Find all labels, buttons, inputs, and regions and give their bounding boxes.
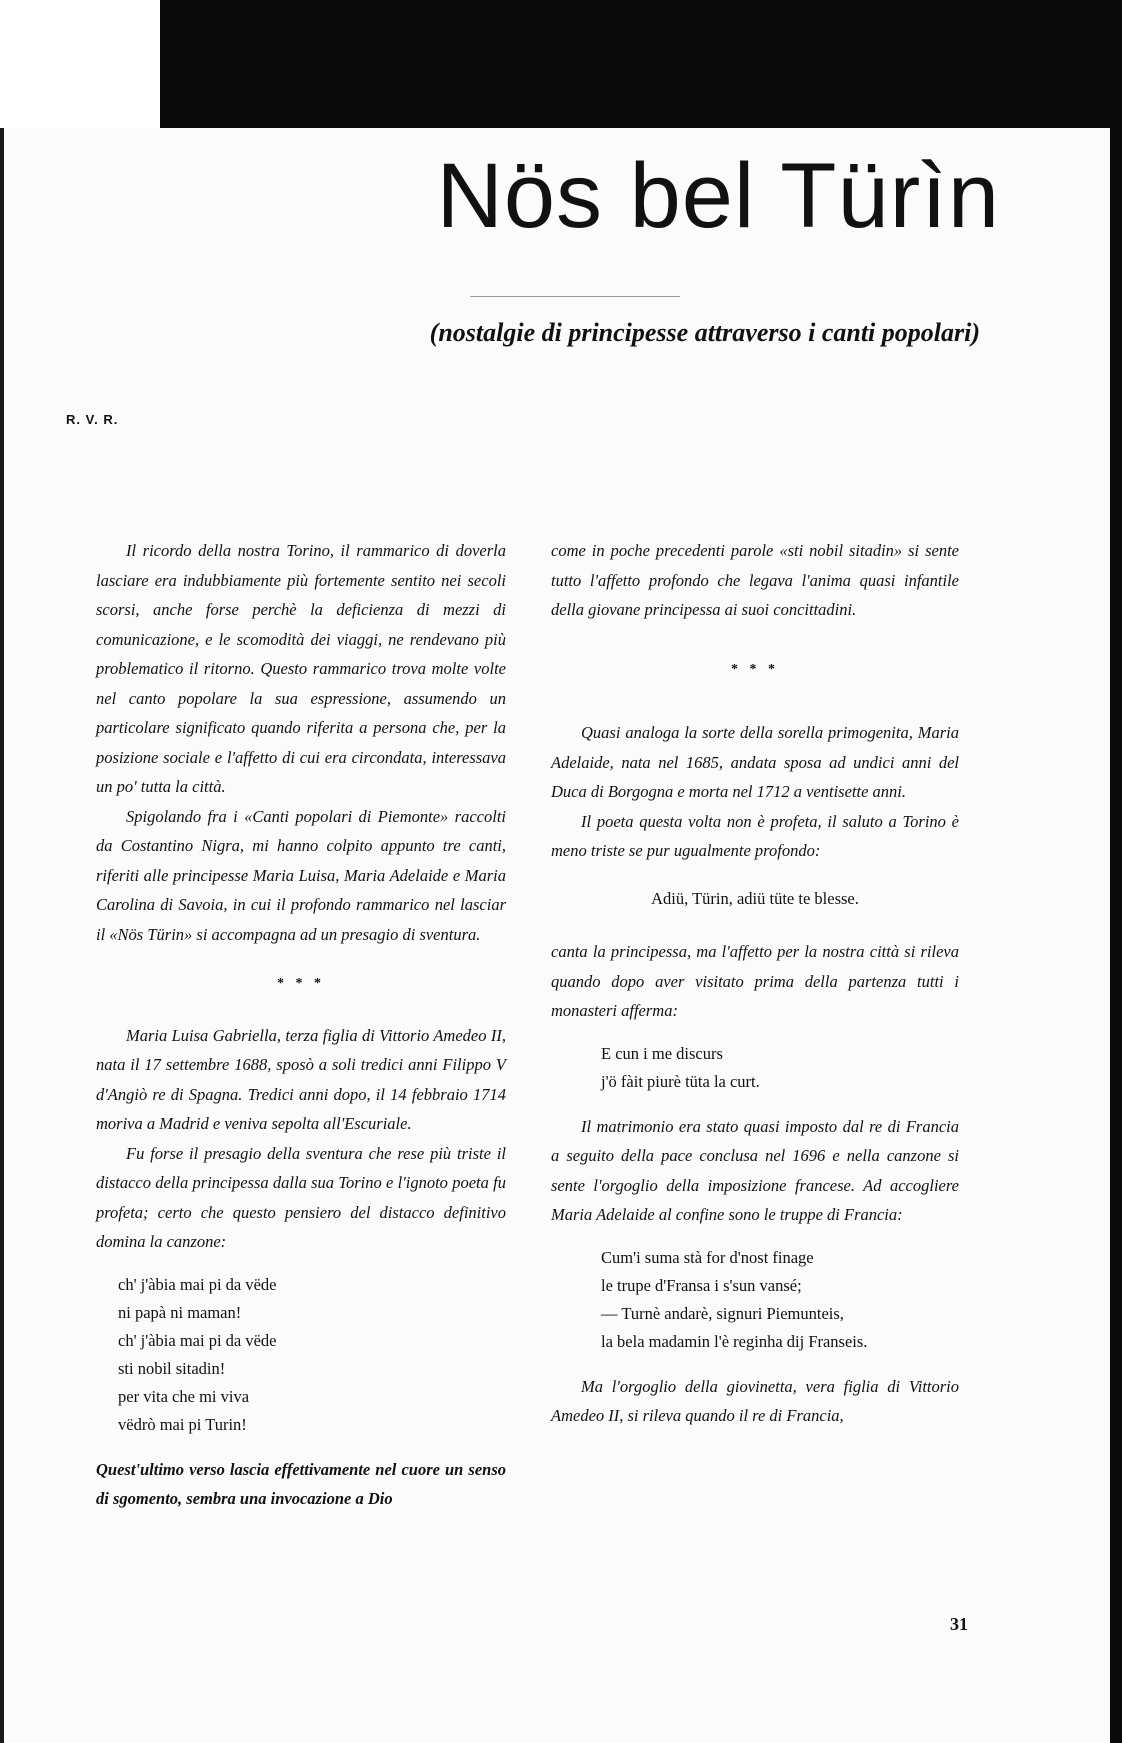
paragraph: Il matrimonio era stato quasi imposto dal re di Francia a seguito della pace conclusa nel 1696 e nella canzone si sente l'orgoglio della imposizione francese. Ad accogliere Maria Adelaide al confine sono le truppe di Francia: xyxy=(551,1116,959,1224)
paragraph: Maria Luisa Gabriella, terza figlia di Vittorio Amedeo II, nata il 17 settembre 1688, sposò a soli tredici anni Filippo V d'Angiò re di Spagna. Tredici anni dopo, il 14 febbraio 1714 moriva a Madrid e veniva sepolta all'Escuriale. xyxy=(96,1025,506,1133)
verse-line: Cum'i suma stà for d'nost finage xyxy=(601,1247,814,1267)
song-verse xyxy=(96,1271,506,1439)
verse-line: vëdrò mai pi Turin! xyxy=(118,1414,247,1434)
song-verse xyxy=(551,1040,959,1096)
section-separator: * * * xyxy=(731,661,779,677)
page-number: 31 xyxy=(950,1614,968,1634)
paragraph: Quasi analoga la sorte della sorella primogenita, Maria Adelaide, nata nel 1685, andata sposa ad undici anni del Duca di Borgogna e morta nel 1712 a ventisette anni. xyxy=(551,723,959,801)
song-verse-single: Adiü, Türin, adiü tüte te blesse. xyxy=(651,888,859,908)
verse-line: ni papà ni maman! xyxy=(118,1302,242,1322)
verse-line: le trupe d'Fransa i s'sun vansé; xyxy=(601,1275,802,1295)
verse-line: — Turnè andarè, signuri Piemunteis, xyxy=(601,1303,844,1323)
paragraph: Ma l'orgoglio della giovinetta, vera figlia di Vittorio Amedeo II, si rileva quando il re di Francia, xyxy=(551,1376,959,1425)
paragraph: Quest'ultimo verso lascia effettivamente nel cuore un senso di sgomento, sembra una invocazione a Dio xyxy=(96,1459,506,1508)
article-subtitle: (nostalgie di principesse attraverso i canti popolari) xyxy=(429,318,980,347)
paragraph: Spigolando fra i «Canti popolari di Piemonte» raccolti da Costantino Nigra, mi hanno colpito appunto tre canti, riferiti alle principesse Maria Luisa, Maria Adelaide e Maria Carolina di Savoia, in cui il profondo rammarico nel lasciar il «Nös Türin» si accompagna ad un presagio di sventura. xyxy=(96,806,506,944)
article-title: Nös bel Türìn xyxy=(436,145,1000,247)
verse-line: la bela madamin l'è reginha dij Franseis. xyxy=(601,1331,868,1351)
song-verse xyxy=(551,1244,959,1356)
verse-line: ch' j'àbia mai pi da vëde xyxy=(118,1330,277,1350)
paragraph: Il poeta questa volta non è profeta, il saluto a Torino è meno triste se pur ugualmente profondo: xyxy=(551,811,959,860)
verse-line: ch' j'àbia mai pi da vëde xyxy=(118,1274,277,1294)
paragraph: Fu forse il presagio della sventura che rese più triste il distacco della principessa dalla sua Torino e l'ignoto poeta fu profeta; certo che questo pensiero del distacco definitivo domina la canzone: xyxy=(96,1143,506,1251)
verse-line: per vita che mi viva xyxy=(118,1386,250,1406)
scan-border-top xyxy=(160,0,1122,128)
paragraph: canta la principessa, ma l'affetto per la nostra città si rileva quando dopo aver visitato prima della partenza tutti i monasteri afferma: xyxy=(551,942,959,1020)
right-column xyxy=(551,536,959,1431)
left-column xyxy=(96,536,506,1514)
verse-line: j'ö fàit piurè tüta la curt. xyxy=(601,1071,760,1091)
author-initials: R. V. R. xyxy=(66,412,119,427)
verse-line: E cun i me discurs xyxy=(601,1043,723,1063)
paragraph: Il ricordo della nostra Torino, il rammarico di doverla lasciare era indubbiamente più fortemente sentito nei secoli scorsi, anche forse perchè la deficienza di mezzi di comunicazione, e le scomodità dei viaggi, ne rendevano più problematico il ritorno. Questo rammarico trova molte volte nel canto popolare la sua espressione, assumendo un particolare significato quando riferita a persona che, per la posizione sociale e l'affetto di cui era circondata, interessava un po' tutta la città. xyxy=(96,541,506,796)
section-separator: * * * xyxy=(277,976,325,991)
verse-line: sti nobil sitadin! xyxy=(118,1358,226,1378)
paragraph: come in poche precedenti parole «sti nobil sitadin» si sente tutto l'affetto profondo che legava l'anima quasi infantile della giovane principessa ai suoi concittadini. xyxy=(551,541,959,619)
scan-border-right xyxy=(1110,0,1122,1743)
title-rule xyxy=(470,296,680,297)
